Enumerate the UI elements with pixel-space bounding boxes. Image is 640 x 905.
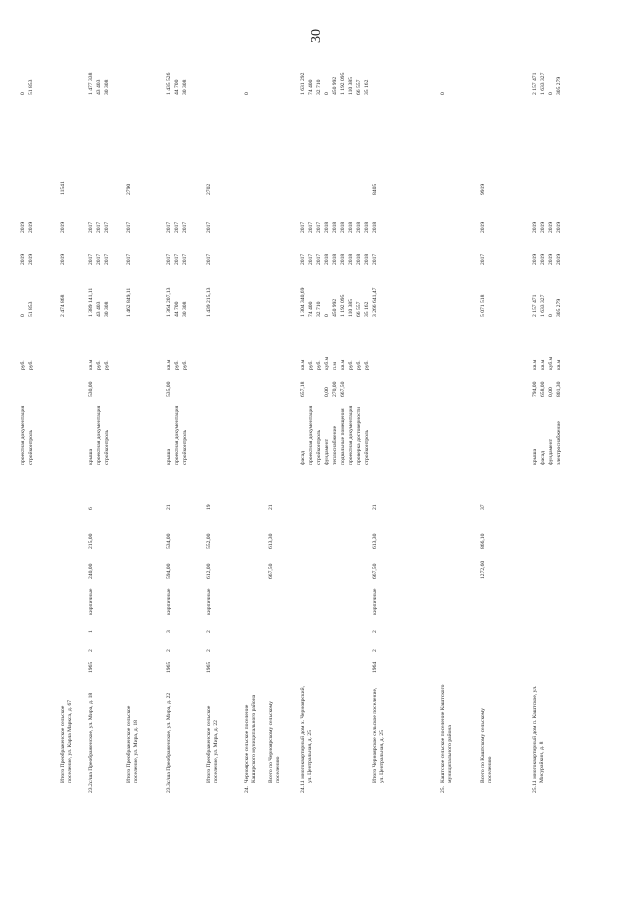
entrances-cell: 2 [372,630,378,633]
work-volume-cell: 535,00 [166,381,172,397]
work-cost-cell: 1 435 526 [166,72,172,95]
work-type-cell: проектная документация [20,405,26,465]
address-text: с/ша Преображенское, ул. Мира, д. 22 [166,692,172,783]
work-cost-cell: 1 631 292 [300,72,306,95]
work-volume-cell: 657,18 [300,381,306,397]
address-text: Итого Преображенское сельское поселение, ул. Мира, д. 22 [206,705,219,783]
material-cell: кирпичные [206,588,212,615]
year-end-cell: 2019 [28,221,34,233]
work-sum-cell: 2 157 471 [532,294,538,317]
work-type-cell: проектная документация [348,405,354,465]
area-total-cell: 612,00 [206,563,212,579]
work-volume-cell: 270,00 [332,381,338,397]
work-type-cell: проектная документация [308,405,314,465]
unit-cell: кв.м [532,359,538,370]
total-sum-cell: 1 462 849,11 [126,287,132,317]
work-cost-cell: 1 192 095 [340,72,346,95]
work-sum-cell: 1 389 141,11 [88,287,94,317]
year-start-cell: 2019 [20,253,26,265]
total-year-end-cell: 2019 [60,221,66,233]
total-extra-cell: 8405 [372,183,378,195]
entrances-cell: 3 [166,630,172,633]
cost-cell: 0 [440,92,446,95]
year-end-cell: 2017 [166,221,172,233]
cost-cell: 0 [244,92,250,95]
unit-cell: руб. [96,360,102,370]
address-text: Итого Преображенское сельское поселение, ул. Карла Маркса, д. 67 [60,699,73,783]
page-number: 30 [309,29,324,43]
year-start-cell: 2018 [332,253,338,265]
work-cost-cell: 0 [324,92,330,95]
area-living-cell: 613,30 [372,533,378,549]
address-text: Каштское сельское поселение Каштского муниципального района [440,684,453,783]
work-sum-cell: 1 364 207,13 [166,287,172,317]
residents-cell: 6 [88,507,94,510]
year-end-cell: 2018 [364,221,370,233]
unit-cell: руб. [356,360,362,370]
work-sum-cell: 0 [20,314,26,317]
work-type-cell: фасад [300,451,306,465]
work-sum-cell: 0 [324,314,330,317]
address-text: Всего по Каштскому сельскому поселению [480,708,493,783]
residents-cell: 37 [480,504,486,510]
work-type-cell: крыша [88,448,94,465]
year-end-cell: 2018 [324,221,330,233]
year-cell: 1965 [88,661,94,673]
year-end-cell: 2017 [96,221,102,233]
total-year-start-cell: 2017 [480,253,486,265]
work-sum-cell: 32 710 [316,301,322,317]
address-text: с/ша Преображенское, ул. Мира, д. 18 [88,692,94,783]
row-number: 23.3. [166,781,172,793]
work-sum-cell: 30 308 [182,301,188,317]
total-extra-cell: 11541 [60,181,66,195]
total-year-end-cell: 2018 [372,221,378,233]
work-type-cell: стройконтроль [182,429,188,465]
work-cost-cell: 0 [20,92,26,95]
unit-cell: руб. [174,360,180,370]
unit-cell: кв.м [166,359,172,370]
work-type-cell: стройконтроль [316,429,322,465]
work-volume-cell: 0,00 [324,387,330,397]
year-start-cell: 2017 [182,253,188,265]
work-sum-cell: 1 192 095 [340,294,346,317]
total-year-start-cell: 2017 [206,253,212,265]
year-start-cell: 2017 [174,253,180,265]
work-type-cell: проектная документация [174,405,180,465]
work-volume-cell: 530,00 [88,381,94,397]
total-extra-cell: 2790 [126,183,132,195]
address-text: 1 многоквартирный дом п. Каштское, ул. Мисурайкин, д. 8 [532,685,545,783]
work-sum-cell: 450 992 [332,298,338,317]
year-end-cell: 2017 [316,221,322,233]
total-year-end-cell: 2019 [480,221,486,233]
work-cost-cell: 44 700 [174,79,180,95]
year-start-cell: 2018 [348,253,354,265]
floors-cell: 2 [88,649,94,652]
total-year-end-cell: 2017 [206,221,212,233]
area-living-cell: 552,00 [206,533,212,549]
work-type-cell: электроснабжение [556,421,562,465]
year-cell: 1965 [206,661,212,673]
work-sum-cell: 110 385 [348,299,354,317]
total-year-start-cell: 2019 [60,253,66,265]
year-start-cell: 2018 [340,253,346,265]
unit-cell: кв.м [340,359,346,370]
year-start-cell: 2018 [364,253,370,265]
year-start-cell: 2018 [356,253,362,265]
area-total-cell: 1272,60 [480,560,486,579]
work-cost-cell: 30 308 [104,79,110,95]
work-volume-cell: 801,30 [556,381,562,397]
year-end-cell: 2018 [332,221,338,233]
work-sum-cell: 44 700 [174,301,180,317]
unit-cell: кв.м [556,359,562,370]
work-type-cell: проверка достоверности [356,406,362,465]
floors-cell: 2 [206,649,212,652]
area-living-cell: 613,30 [268,533,274,549]
work-sum-cell: 1 304 340,69 [300,287,306,317]
total-sum-cell: 5 071 518 [480,294,486,317]
area-living-cell: 215,00 [88,533,94,549]
entrances-cell: 1 [88,630,94,633]
work-cost-cell: 1 633 327 [540,72,546,95]
unit-cell: руб. [20,360,26,370]
unit-cell: куб.м [548,356,554,370]
work-cost-cell: 0 [548,92,554,95]
total-sum-cell: 1 439 215,13 [206,287,212,317]
total-year-end-cell: 2017 [126,221,132,233]
year-end-cell: 2017 [182,221,188,233]
material-cell: кирпичные [372,588,378,615]
unit-cell: руб. [348,360,354,370]
work-type-cell: фундамент [324,438,330,465]
address-text: Итого Черноярское сельское поселение, ул. Центральная, д. 25 [372,687,385,783]
year-end-cell: 2019 [540,221,546,233]
unit-cell: руб. [364,360,370,370]
entrances-cell: 2 [206,630,212,633]
year-end-cell: 2018 [340,221,346,233]
unit-cell: руб. [316,360,322,370]
row-number: 25.1. [532,781,538,793]
residents-cell: 19 [206,504,212,510]
year-start-cell: 2019 [540,253,546,265]
work-volume-cell: 667,50 [340,381,346,397]
year-start-cell: 2019 [28,253,34,265]
address-text: Черноярское сельское поселение Каширского муниципального района [244,694,257,783]
address-text: Итого Преображенское сельское поселение, ул. Мира, д. 18 [126,705,139,783]
work-type-cell: проектная документация [96,405,102,465]
work-sum-cell: 43 403 [96,301,102,317]
address-text: 1 многоквартирный дом х. Черноярский, ул. Центральная, д. 25 [300,686,313,783]
total-sum-cell: 3 266 641,47 [372,287,378,317]
work-cost-cell: 32 710 [316,79,322,95]
work-sum-cell: 30 308 [104,301,110,317]
work-cost-cell: 43 403 [96,79,102,95]
work-volume-cell: 794,00 [532,381,538,397]
area-total-cell: 667,50 [268,563,274,579]
unit-cell: п.м [332,362,338,370]
unit-cell: кв.м [300,359,306,370]
year-end-cell: 2017 [104,221,110,233]
unit-cell: руб. [28,360,34,370]
year-start-cell: 2019 [548,253,554,265]
work-sum-cell: 51 853 [28,301,34,317]
year-end-cell: 2018 [348,221,354,233]
year-end-cell: 2019 [532,221,538,233]
row-number: 24.1. [300,781,306,793]
year-start-cell: 2017 [96,253,102,265]
work-type-cell: теплоснабжение [332,425,338,465]
year-start-cell: 2017 [104,253,110,265]
address-text: Всего по Черноярскому сельскому поселению [268,701,281,783]
year-start-cell: 2017 [166,253,172,265]
year-start-cell: 2019 [532,253,538,265]
residents-cell: 21 [268,504,274,510]
year-start-cell: 2017 [316,253,322,265]
work-cost-cell: 66 557 [356,79,362,95]
material-cell: кирпичные [88,588,94,615]
work-cost-cell: 2 157 471 [532,72,538,95]
year-end-cell: 2017 [88,221,94,233]
year-end-cell: 2017 [300,221,306,233]
row-number: 23.2. [88,781,94,793]
work-sum-cell: 74 400 [308,301,314,317]
total-year-start-cell: 2017 [126,253,132,265]
year-start-cell: 2017 [308,253,314,265]
unit-cell: руб. [182,360,188,370]
year-end-cell: 2019 [548,221,554,233]
year-cell: 1964 [372,661,378,673]
total-sum-cell: 2 474 868 [60,294,66,317]
work-type-cell: стройконтроль [104,429,110,465]
work-sum-cell: 0 [548,314,554,317]
work-cost-cell: 35 162 [364,79,370,95]
work-cost-cell: 110 385 [348,77,354,95]
area-living-cell: 534,00 [166,533,172,549]
residents-cell: 21 [372,504,378,510]
area-total-cell: 667,50 [372,563,378,579]
work-cost-cell: 30 308 [182,79,188,95]
unit-cell: кв.м [88,359,94,370]
year-start-cell: 2017 [300,253,306,265]
residents-cell: 21 [166,504,172,510]
unit-cell: руб. [104,360,110,370]
work-cost-cell: 450 992 [332,76,338,95]
work-sum-cell: 35 162 [364,301,370,317]
work-sum-cell: 1 633 327 [540,294,546,317]
work-sum-cell: 66 557 [356,301,362,317]
work-type-cell: крыша [532,448,538,465]
unit-cell: руб. [308,360,314,370]
work-type-cell: крыша [166,448,172,465]
year-start-cell: 2018 [324,253,330,265]
work-volume-cell: 0,00 [548,387,554,397]
year-end-cell: 2019 [556,221,562,233]
area-living-cell: 866,10 [480,533,486,549]
total-extra-cell: 9919 [480,183,486,195]
work-cost-cell: 51 853 [28,79,34,95]
material-cell: кирпичные [166,588,172,615]
work-cost-cell: 1 477 338 [88,72,94,95]
work-volume-cell: 658,00 [540,381,546,397]
unit-cell: кв.м [540,359,546,370]
work-type-cell: фасад [540,451,546,465]
year-cell: 1965 [166,661,172,673]
work-type-cell: стройконтроль [28,429,34,465]
row-number: 24. [244,786,250,793]
year-start-cell: 2019 [556,253,562,265]
year-end-cell: 2017 [174,221,180,233]
area-total-cell: 594,00 [166,563,172,579]
total-extra-cell: 2702 [206,183,212,195]
floors-cell: 2 [166,649,172,652]
floors-cell: 2 [372,649,378,652]
year-start-cell: 2017 [88,253,94,265]
row-number: 25. [440,786,446,793]
year-end-cell: 2018 [356,221,362,233]
unit-cell: куб.м [324,356,330,370]
work-type-cell: подвальные помещения [340,408,346,465]
year-end-cell: 2017 [308,221,314,233]
area-total-cell: 240,00 [88,563,94,579]
work-type-cell: стройконтроль [364,429,370,465]
work-sum-cell: 305 279 [556,298,562,317]
work-cost-cell: 305 279 [556,76,562,95]
total-year-start-cell: 2017 [372,253,378,265]
work-type-cell: фундамент [548,438,554,465]
year-end-cell: 2019 [20,221,26,233]
work-cost-cell: 74 400 [308,79,314,95]
